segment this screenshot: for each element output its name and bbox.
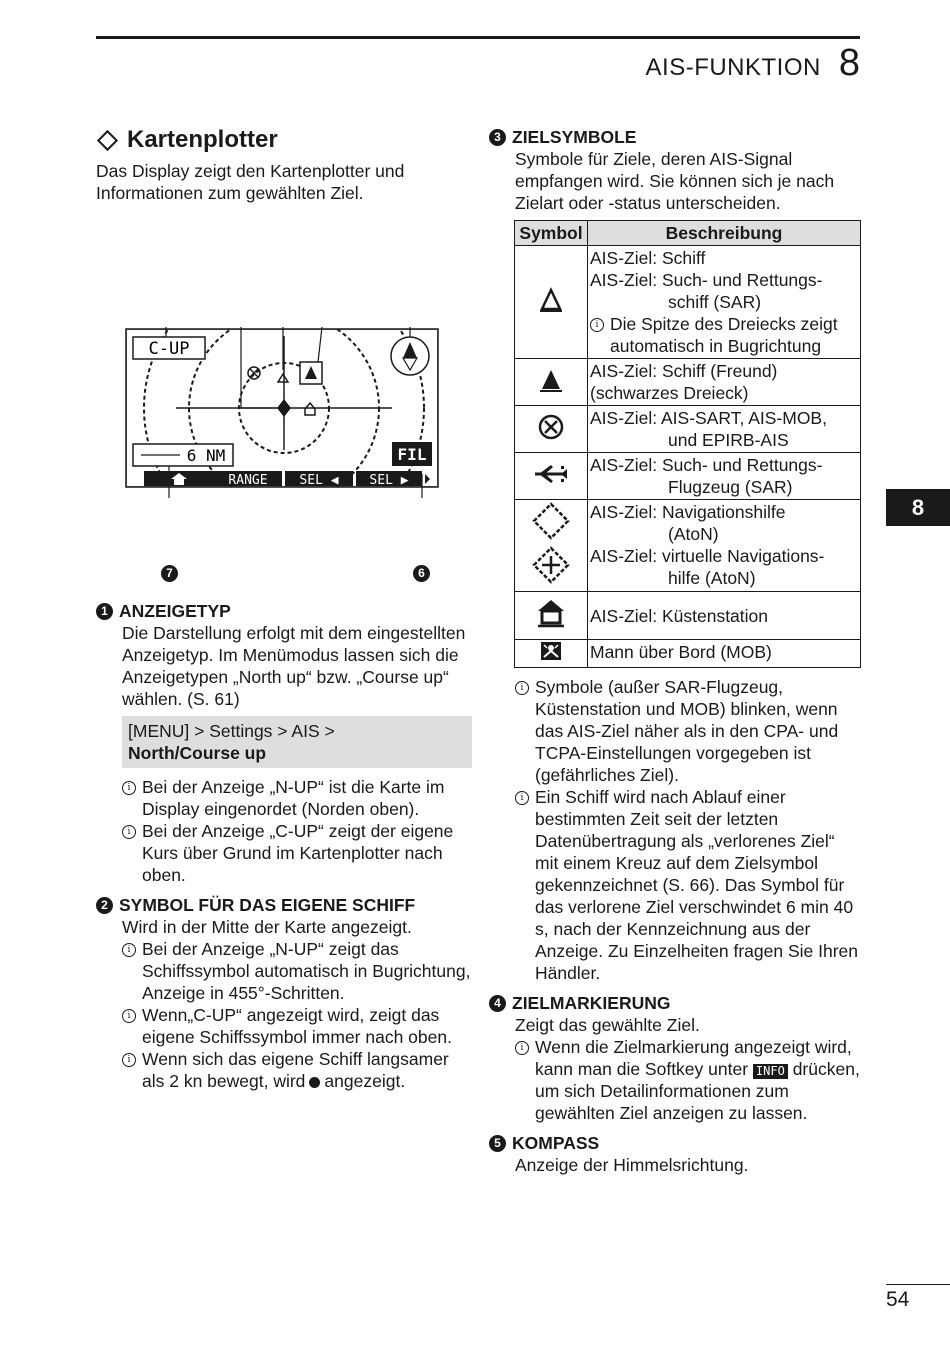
heading-text: KOMPASS <box>512 1133 600 1153</box>
item-number: 3 <box>489 129 506 146</box>
table-header-row <box>515 221 861 246</box>
table-row <box>515 640 861 668</box>
table-row <box>515 406 861 453</box>
note <box>122 776 472 820</box>
info-icon: i <box>122 825 136 839</box>
base-station-icon <box>536 597 566 629</box>
info-icon: i <box>515 791 529 805</box>
table-row <box>515 359 861 406</box>
slow-ship-icon <box>309 1077 320 1088</box>
note <box>122 820 472 886</box>
note <box>515 786 861 984</box>
desc-line: AIS-Ziel: AIS-SART, AIS-MOB, <box>590 408 827 428</box>
info-icon: i <box>515 681 529 695</box>
heading-kompass <box>489 1132 861 1154</box>
note <box>122 938 472 1004</box>
section-title-text: Kartenplotter <box>127 126 278 153</box>
mode-label: C-UP <box>148 339 190 359</box>
chapter-tab: 8 <box>886 489 950 526</box>
note-text: Wenn die Zielmarkierung angezeigt wird, kann man die Softkey unter <box>535 1037 852 1079</box>
section-zielmarkierung <box>489 992 861 1124</box>
display-diagram <box>96 218 472 498</box>
note-text: Bei der Anzeige „N-UP“ zeigt das Schiffssymbol automatisch in Bugrichtung, Anzeige in 455°-Schritten. <box>142 939 471 1003</box>
note-text: Die Spitze des Dreiecks zeigt <box>610 314 838 334</box>
mob-icon <box>540 641 562 661</box>
callout-6: 6 <box>413 565 430 582</box>
table-row <box>515 453 861 500</box>
chapter-header <box>645 42 860 84</box>
note <box>515 1036 861 1124</box>
desc-line: schiff (SAR) <box>668 292 762 312</box>
item-number: 5 <box>489 1135 506 1152</box>
note-text: Wenn„C-UP“ angezeigt wird, zeigt das eigene Schiffssymbol immer nach oben. <box>142 1005 452 1047</box>
info-icon: i <box>122 943 136 957</box>
section-zielsymbole <box>489 126 861 984</box>
desc-line: (AtoN) <box>668 524 719 544</box>
desc-line: AIS-Ziel: virtuelle Navigations- <box>590 546 825 566</box>
note-text-end: drücken, um sich Detailinformationen zum gewählten Ziel anzeigen zu lassen. <box>535 1059 860 1123</box>
symbol-table <box>514 220 861 668</box>
table-row <box>515 500 861 592</box>
page-number: 54 <box>886 1288 910 1311</box>
callout-6-bubble <box>413 560 430 582</box>
note-text: Wenn sich das eigene Schiff langsamer als 2 kn bewegt, wird <box>142 1049 449 1091</box>
desc-line: Mann über Bord (MOB) <box>590 642 772 662</box>
heading-text: ZIELMARKIERUNG <box>512 993 671 1013</box>
desc-line: AIS-Ziel: Schiff (Freund) <box>590 361 778 381</box>
desc-line: hilfe (AtoN) <box>668 568 756 588</box>
heading-text: ZIELSYMBOLE <box>512 127 637 147</box>
heading-zielsymbole <box>489 126 861 148</box>
info-softkey-chip: INFO <box>753 1064 788 1079</box>
body-text: Symbole für Ziele, deren AIS-Signal empfangen wird. Sie können sich je nach Zielart oder -status unterscheiden. <box>515 149 835 213</box>
desc-line: und EPIRB-AIS <box>668 430 789 450</box>
desc-line: Flugzeug (SAR) <box>668 477 793 497</box>
chart-plotter-illustration <box>96 218 472 580</box>
softkey-sel-left: SEL ◀ <box>299 473 339 488</box>
body-text: Zeigt das gewählte Ziel. <box>515 1015 700 1035</box>
info-icon: i <box>122 781 136 795</box>
top-rule <box>96 36 860 39</box>
table-row <box>515 592 861 640</box>
section-eigenes-schiff <box>96 894 472 1092</box>
left-column <box>96 126 472 1100</box>
item-number: 2 <box>96 897 113 914</box>
range-label: 6 NM <box>186 446 226 465</box>
diamond-icon <box>97 129 118 150</box>
info-icon: i <box>515 1041 529 1055</box>
note-text: Ein Schiff wird nach Ablauf einer bestimmten Zeit seit der letzten Datenübertragung als „verlorenes Ziel“ mit einem Kreuz auf dem Zielsymbol gekennzeichnet (S. 66). Das Symbol für das verlorene Ziel verschwindet 6 min 40 s, nach der Kennzeichnung aus der Anzeige. Zu Einzelheiten fragen Sie Ihren Händler. <box>535 787 858 983</box>
note <box>590 313 858 357</box>
desc-line: (schwarzes Dreieck) <box>590 383 749 403</box>
heading-text: ANZEIGETYP <box>119 601 231 621</box>
desc-line: AIS-Ziel: Such- und Rettungs- <box>590 455 823 475</box>
callout-7: 7 <box>161 565 178 582</box>
aton-diamond-icons <box>531 501 571 585</box>
info-icon: i <box>590 318 604 332</box>
intro-text: Das Display zeigt den Kartenplotter und Informationen zum gewählten Ziel. <box>96 161 405 203</box>
sar-aircraft-icon <box>531 459 571 489</box>
section-anzeigetyp <box>96 600 472 886</box>
section-title <box>96 126 472 154</box>
note-text: Bei der Anzeige „N-UP“ ist die Karte im Display eingenordet (Norden oben). <box>142 777 445 819</box>
note-text: Bei der Anzeige „C-UP“ zeigt der eigene Kurs über Grund im Kartenplotter nach oben. <box>142 821 454 885</box>
note <box>122 1048 472 1092</box>
info-icon: i <box>122 1053 136 1067</box>
info-icon: i <box>122 1009 136 1023</box>
desc-line: AIS-Ziel: Küstenstation <box>590 605 768 626</box>
table-row <box>515 246 861 359</box>
callout-7-bubble <box>161 560 178 582</box>
body-text: Anzeige der Himmelsrichtung. <box>515 1155 749 1175</box>
note-text: Symbole (außer SAR-Flugzeug, Küstenstation und MOB) blinken, wenn das AIS-Ziel näher als in den CPA- und TCPA-Einstellungen vorgegeben ist (gefährliches Ziel). <box>535 677 839 785</box>
heading-zielmarkierung <box>489 992 861 1014</box>
heading-eigenes-schiff <box>96 894 472 916</box>
item-number: 1 <box>96 603 113 620</box>
menu-path-box <box>122 716 472 768</box>
desc-line: AIS-Ziel: Schiff <box>590 248 706 268</box>
right-column <box>489 126 861 1184</box>
ship-filled-triangle-icon <box>538 367 564 393</box>
section-kompass <box>489 1132 861 1176</box>
ship-triangle-icon <box>538 287 564 313</box>
note-text-end: angezeigt. <box>324 1071 406 1091</box>
note <box>515 676 861 786</box>
desc-line: AIS-Ziel: Such- und Rettungs- <box>590 270 823 290</box>
softkey-range: RANGE <box>228 473 268 488</box>
sart-crossed-circle-icon <box>536 412 566 442</box>
heading-text: SYMBOL FÜR DAS EIGENE SCHIFF <box>119 895 416 915</box>
menu-path-bold: North/Course up <box>128 743 267 763</box>
desc-line: AIS-Ziel: Navigationshilfe <box>590 502 786 522</box>
item-number: 4 <box>489 995 506 1012</box>
chapter-number: 8 <box>838 42 860 84</box>
col-symbol: Symbol <box>515 221 588 246</box>
note-text: automatisch in Bugrichtung <box>610 336 822 356</box>
bottom-rule <box>886 1284 950 1285</box>
body-text: Die Darstellung erfolgt mit dem eingestellten Anzeigetyp. Im Menümodus lassen sich die Anzeigetypen „North up“ bzw. „Course up“ wählen. (S. 61) <box>122 623 466 709</box>
softkey-sel-right: SEL ▶ <box>369 473 409 488</box>
heading-anzeigetyp <box>96 600 472 622</box>
body-text: Wird in der Mitte der Karte angezeigt. <box>122 917 412 937</box>
col-description: Beschreibung <box>588 221 861 246</box>
filter-label: FIL <box>397 445 427 464</box>
menu-path: [MENU] > Settings > AIS > <box>128 721 335 741</box>
note <box>122 1004 472 1048</box>
chapter-title: AIS-FUNKTION <box>645 54 821 81</box>
